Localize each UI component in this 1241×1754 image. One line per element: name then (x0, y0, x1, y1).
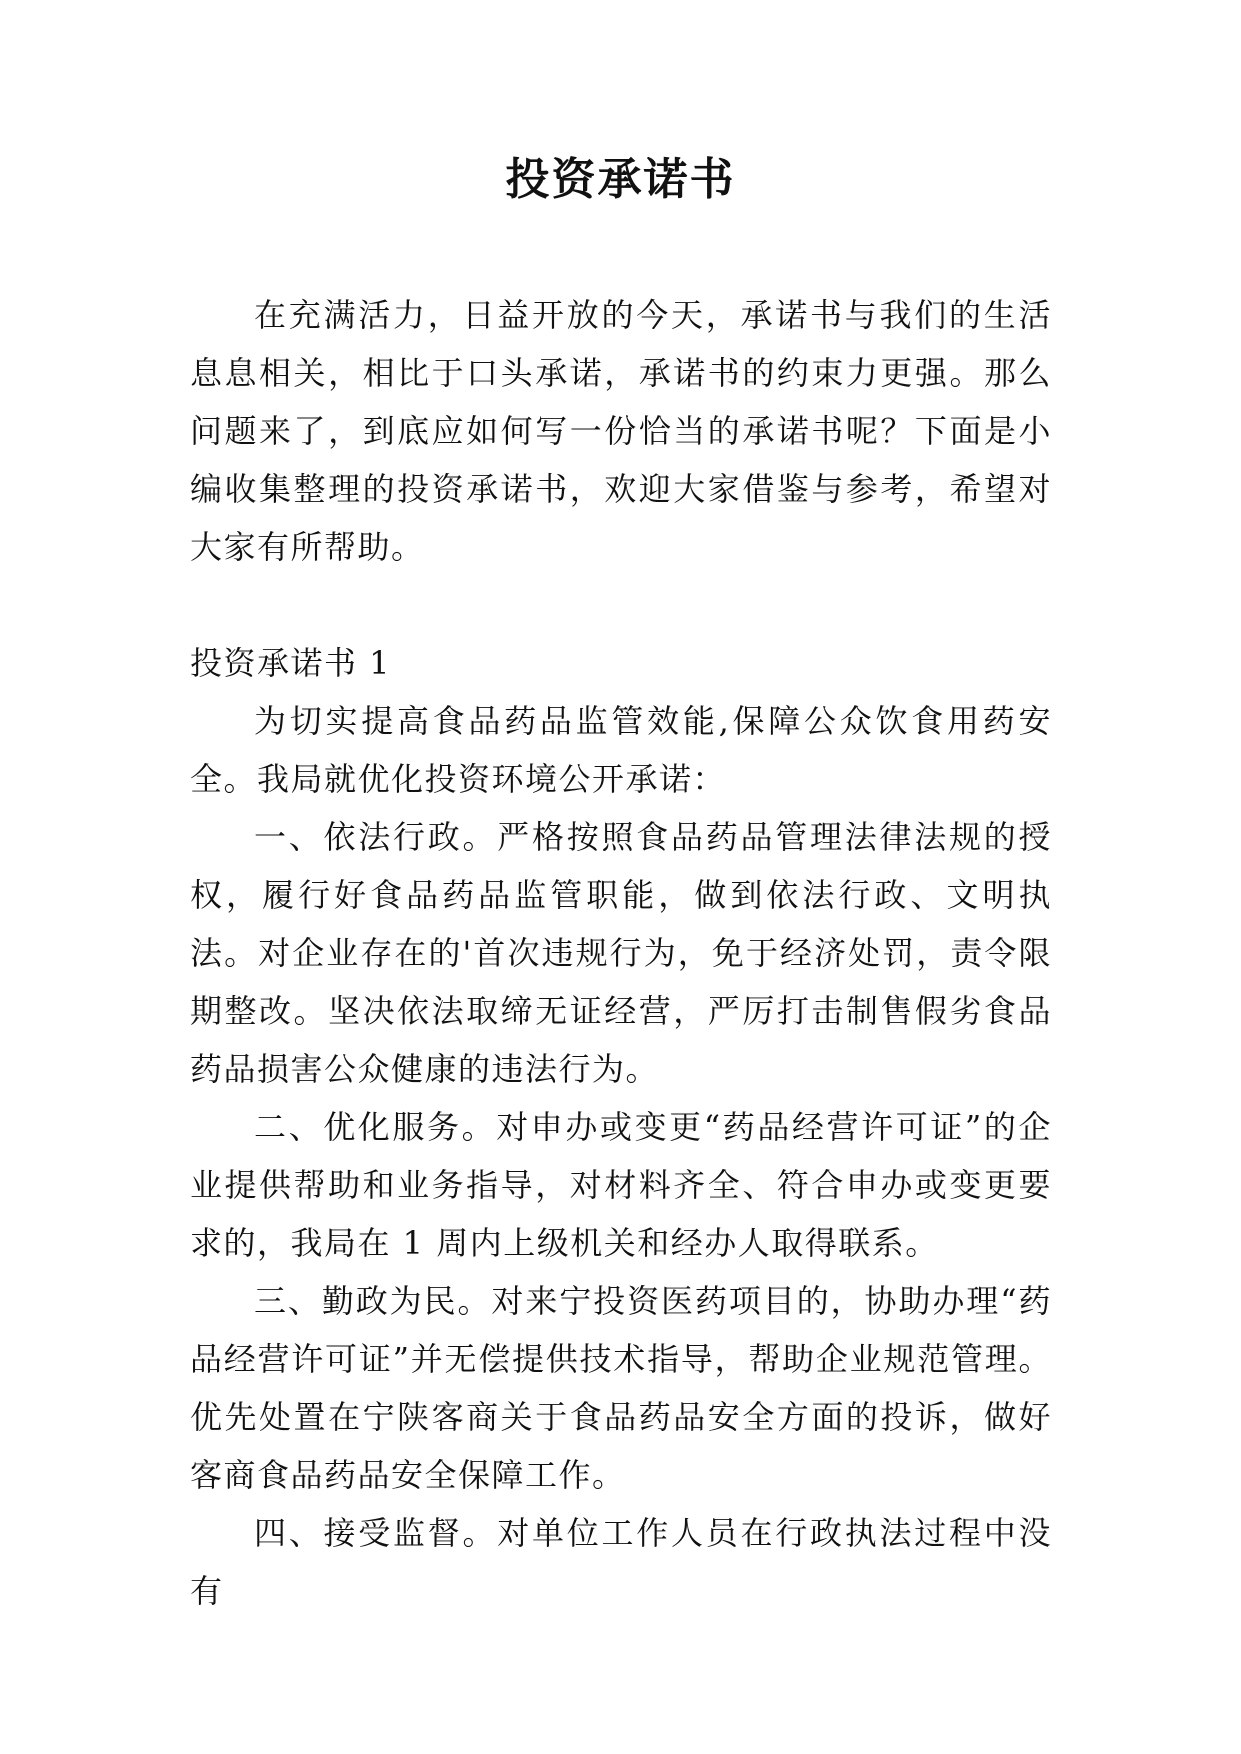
paragraph-preamble: 为切实提高食品药品监管效能,保障公众饮食用药安全。我局就优化投资环境公开承诺： (190, 702, 1052, 798)
paragraph-accept-supervision: 四、接受监督。对单位工作人员在行政执法过程中没有 (190, 1514, 1052, 1610)
document-body (190, 286, 1052, 1620)
paragraph-optimize-service: 二、优化服务。对申办或变更“药品经营许可证”的企业提供帮助和业务指导，对材料齐全、符合申办或变更要求的，我局在 1 周内上级机关和经办人取得联系。 (190, 1108, 1052, 1262)
section-heading: 投资承诺书 1 (190, 644, 392, 682)
document-title: 投资承诺书 (505, 154, 736, 205)
paragraph-lawful-administration: 一、依法行政。严格按照食品药品管理法律法规的授权，履行好食品药品监管职能，做到依法行政、文明执法。对企业存在的'首次违规行为，免于经济处罚，责令限期整改。坚决依法取缔无证经营，严厉打击制售假劣食品药品损害公众健康的违法行为。 (190, 818, 1052, 1088)
intro-paragraph: 在充满活力，日益开放的今天，承诺书与我们的生活息息相关，相比于口头承诺，承诺书的约束力更强。那么问题来了，到底应如何写一份恰当的承诺书呢？下面是小编收集整理的投资承诺书，欢迎大家借鉴与参考，希望对大家有所帮助。 (190, 296, 1052, 566)
paragraph-diligent-governance: 三、勤政为民。对来宁投资医药项目的，协助办理“药品经营许可证”并无偿提供技术指导，帮助企业规范管理。优先处置在宁陕客商关于食品药品安全方面的投诉，做好客商食品药品安全保障工作。 (190, 1282, 1052, 1494)
